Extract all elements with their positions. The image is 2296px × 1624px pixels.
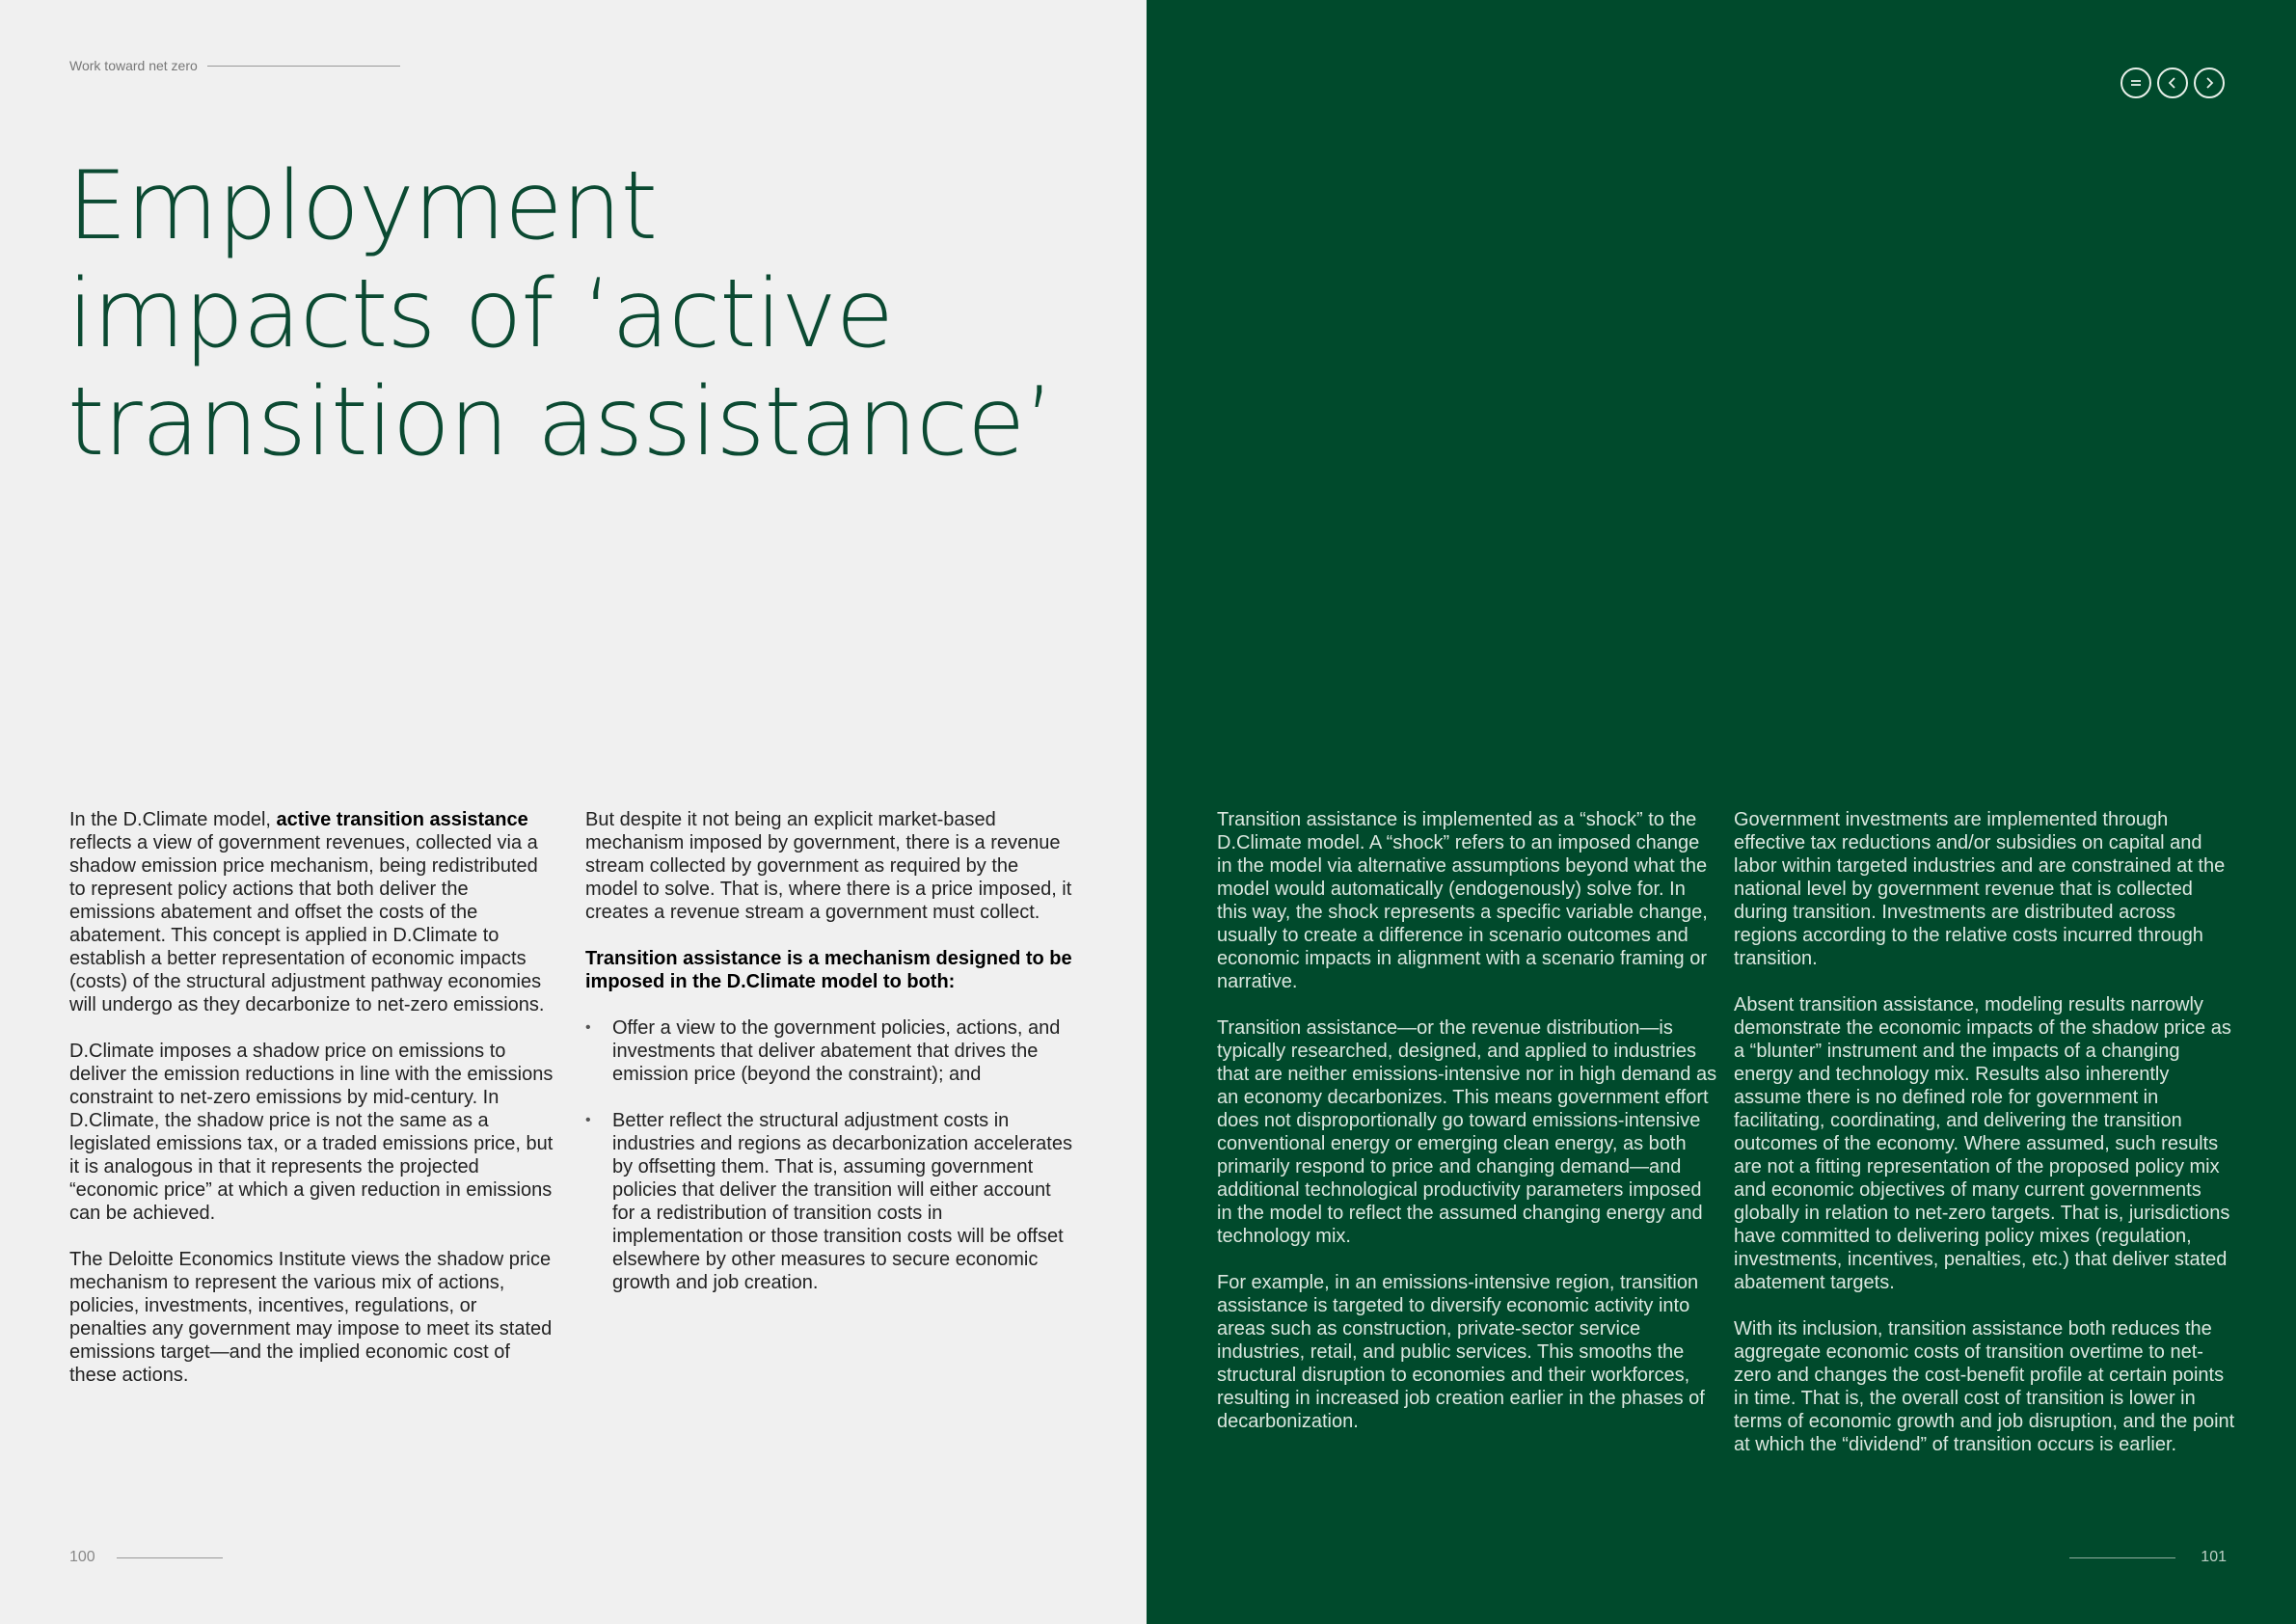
paragraph: D.Climate imposes a shadow price on emissions to deliver the emission reductions in line with the emissions constraint to net-zero emissions by mid-century. In D.Climate, the shadow price is not the same as a legislated emissions tax, or a traded emissions price, but it is analogous in that it represents the projected “economic price” at which a given reduction in emissions can be achieved. bbox=[69, 1041, 554, 1224]
paragraph: With its inclusion, transition assistance both reduces the aggregate economic costs of transition overtime to net-zero and changes the cost-benefit profile at certain points in time. That is, the overall cost of transition is lower in terms of economic growth and job disruption, and the point at which the “dividend” of transition occurs is earlier. bbox=[1734, 1318, 2235, 1455]
page-number-text: 101 bbox=[2201, 1549, 2227, 1565]
mechanism-heading bbox=[585, 947, 1075, 993]
paragraph: But despite it not being an explicit market-based mechanism imposed by government, there is a revenue stream collected by government as required by the model to solve. That is, where there is a price imposed, it creates a revenue stream a government must collect. bbox=[585, 809, 1072, 923]
page-number-text: 100 bbox=[69, 1549, 95, 1565]
left-page bbox=[0, 0, 1147, 1624]
page-number-rule bbox=[117, 1557, 223, 1558]
bullet-item: • Better reflect the structural adjustment costs in industries and regions as decarbonization accelerates by offsetting them. That is, assuming government policies that deliver the transition will either account for a redistribution of transition costs in implementation or those transition costs will be offset elsewhere by other measures to secure economic growth and job creation. bbox=[585, 1109, 1075, 1294]
page-number-rule bbox=[2069, 1557, 2175, 1558]
page-title bbox=[68, 152, 1053, 476]
section-label-text: Work toward net zero bbox=[69, 58, 198, 73]
title-line-1: Employment bbox=[68, 151, 658, 261]
paragraph: For example, in an emissions-intensive region, transition assistance is targeted to diversify economic activity into areas such as construction, private-sector service industries, retail, and public services. This smooths the structural disruption to economies and their workforces, resulting in increased job creation earlier in the phases of decarbonization. bbox=[1217, 1272, 1705, 1432]
section-label bbox=[69, 58, 400, 73]
navigation-controls bbox=[2120, 68, 2225, 98]
paragraph: Transition assistance—or the revenue distribution—is typically researched, designed, and applied to industries that are neither emissions-intensive nor in high demand as an economy decarbonizes. This means government effort does not disproportionally go toward emissions-intensive conventional energy or emerging clean energy, as both primarily respond to price and changing demand—and additional technological productivity parameters imposed in the model to reflect the assumed changing energy and technology mix. bbox=[1217, 1017, 1717, 1247]
title-line-2: impacts of ‘active bbox=[68, 259, 894, 369]
bullet-item: • Offer a view to the government policies, actions, and investments that deliver abatement that drives the emission price (beyond the constraint); and bbox=[585, 1016, 1075, 1086]
paragraph: Transition assistance is implemented as a “shock” to the D.Climate model. A “shock” refers to an imposed change in the model via alternative assumptions beyond what the model would automatically (endogenously) solve for. In this way, the shock represents a specific variable change, usually to create a difference in scenario outcomes and economic impacts in alignment with a scenario framing or narrative. bbox=[1217, 809, 1708, 992]
paragraph: Absent transition assistance, modeling results narrowly demonstrate the economic impacts of the shadow price as a “blunter” instrument and the impacts of a changing energy and technology mix. Results also inherently assume there is no defined role for government in facilitating, coordinating, and delivering the transition outcomes of the economy. Where assumed, such results are not a fitting representation of the proposed policy mix and economic objectives of many current governments globally in relation to net-zero targets. That is, jurisdictions have committed to delivering policy mixes (regulation, investments, incentives, penalties, etc.) that deliver stated abatement targets. bbox=[1734, 994, 2231, 1293]
section-label-rule bbox=[207, 66, 400, 67]
paragraph bbox=[69, 808, 559, 1016]
heading-text: Transition assistance is a mechanism designed to be imposed in the D.Climate model to both: bbox=[585, 948, 1072, 992]
bullet-list bbox=[585, 1016, 1075, 1294]
paragraph-text: In the D.Climate model, bbox=[69, 809, 277, 830]
left-column-1 bbox=[69, 808, 559, 1410]
page-number-left bbox=[69, 1549, 223, 1566]
next-icon[interactable] bbox=[2194, 68, 2225, 98]
title-line-3: transition assistance’ bbox=[68, 367, 1054, 477]
page-number-right bbox=[2069, 1549, 2227, 1566]
right-column-1 bbox=[1217, 808, 1718, 1456]
paragraph: Government investments are implemented through effective tax reductions and/or subsidies on capital and labor within targeted industries and are constrained at the national level by government revenue that is collected during transition. Investments are distributed across regions according to the relative costs incurred through transition. bbox=[1734, 809, 2226, 969]
paragraph: The Deloitte Economics Institute views the shadow price mechanism to represent the various mix of actions, policies, investments, incentives, regulations, or penalties any government may impose to meet its stated emissions target—and the implied economic cost of these actions. bbox=[69, 1249, 553, 1386]
left-column-2 bbox=[585, 808, 1075, 1317]
right-page bbox=[1147, 0, 2296, 1624]
right-column-2 bbox=[1734, 808, 2235, 1479]
paragraph-text: reflects a view of government revenues, collected via a shadow emission price mechanism, being redistributed to represent policy actions that both deliver the emissions abatement and offset the costs of the abatement. This concept is applied in D.Climate to establish a better representation of economic impacts (costs) of the structural adjustment pathway economies will undergo as they decarbonize to net-zero emissions. bbox=[69, 832, 545, 1015]
previous-icon[interactable] bbox=[2157, 68, 2188, 98]
bold-term: active transition assistance bbox=[276, 809, 528, 830]
menu-icon[interactable] bbox=[2120, 68, 2151, 98]
